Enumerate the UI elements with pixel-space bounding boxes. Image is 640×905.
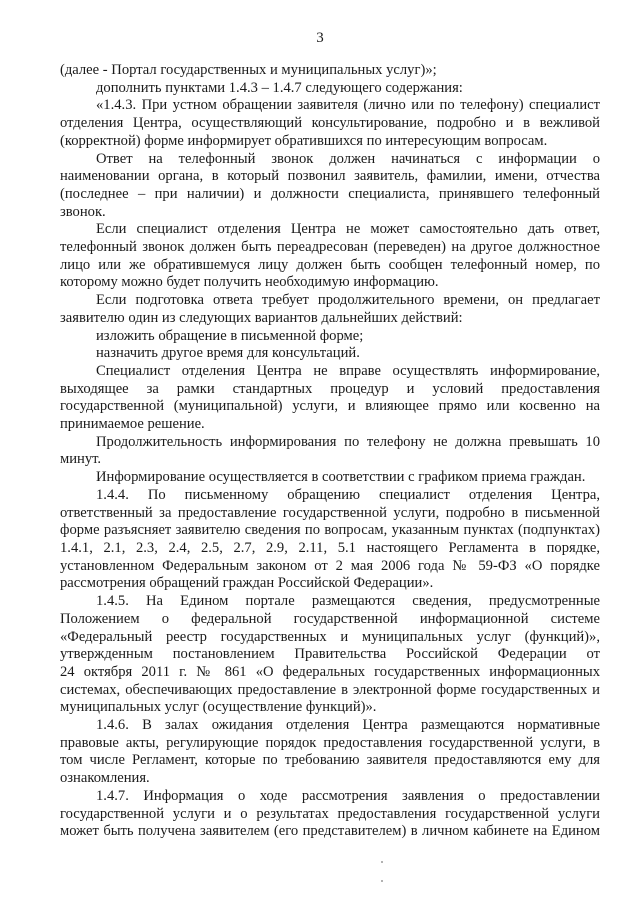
text-line: Специалист отделения Центра не вправе осуществлять информирование,	[96, 362, 600, 379]
text-line: системах, обеспечивающих предоставление в электронной форме государственных и	[60, 681, 600, 698]
text-line: рассмотрения обращений граждан Российской Федерации».	[60, 575, 434, 592]
text-line: ответственный за предоставление государственной услуги, подробно в письменной	[60, 504, 600, 521]
text-line: телефонный звонок должен быть переадресован (переведен) на другое должностное	[60, 239, 600, 256]
text-line: (последнее – при наличии) и должности специалиста, принявшего телефонный	[60, 185, 600, 202]
scan-artifact	[381, 880, 383, 882]
text-line: муниципальных услуг (осуществление функций)».	[60, 699, 377, 716]
text-line: отделения Центра, осуществляющий консультирование, подробно и в вежливой	[60, 115, 600, 132]
text-line: Ответ на телефонный звонок должен начинаться с информации о	[96, 150, 600, 167]
text-line: 1.4.6. В залах ожидания отделения Центра размещаются нормативные	[96, 717, 600, 734]
text-line: 24 октября 2011 г. № 861 «О федеральных государственных информационных	[60, 663, 600, 680]
text-line: утвержденным постановлением Правительства Российской Федерации от	[60, 646, 600, 663]
text-line: том числе Регламент, которые по требованию заявителя предоставляются ему для	[60, 752, 600, 769]
text-line: звонок.	[60, 203, 106, 220]
scan-artifact	[381, 861, 383, 863]
text-line: установленном Федеральным законом от 2 мая 2006 года № 59-ФЗ «О порядке	[60, 557, 600, 574]
text-line: 1.4.5. На Едином портале размещаются сведения, предусмотренные	[96, 593, 600, 610]
text-line: ознакомления.	[60, 770, 150, 787]
text-line: «Федеральный реестр государственных и муниципальных услуг (функций)»,	[60, 628, 600, 645]
text-line: назначить другое время для консультаций.	[96, 345, 360, 362]
text-line: 1.4.7. Информация о ходе рассмотрения заявления о предоставлении	[96, 787, 600, 804]
text-line: Положением о федеральной государственной информационной системе	[60, 610, 600, 627]
text-line: Продолжительность информирования по телефону не должна превышать 10	[96, 433, 600, 450]
text-line: государственной (муниципальной) услуги, и влияющее прямо или косвенно на	[60, 398, 600, 415]
page-number: 3	[316, 30, 324, 46]
text-line: 1.4.4. По письменному обращению специалист отделения Центра,	[96, 486, 600, 503]
text-line: 1.4.1, 2.1, 2.3, 2.4, 2.5, 2.7, 2.9, 2.11, 5.1 настоящего Регламента в порядке,	[60, 539, 600, 556]
text-line: которому можно будет получить необходимую информацию.	[60, 274, 439, 291]
text-line: (корректной) форме информирует обратившихся по интересующим вопросам.	[60, 132, 548, 149]
text-line: Информирование осуществляется в соответствии с графиком приема граждан.	[96, 469, 586, 486]
document-body	[60, 62, 600, 841]
text-line: дополнить пунктами 1.4.3 – 1.4.7 следующего содержания:	[96, 79, 463, 96]
text-line: может быть получена заявителем (его представителем) в личном кабинете на Едином	[60, 823, 600, 840]
text-line: правовые акты, регулирующие порядок предоставления государственной услуги, в	[60, 734, 600, 751]
text-line: выходящее за рамки стандартных процедур и условий предоставления	[60, 380, 600, 397]
text-line: изложить обращение в письменной форме;	[96, 327, 364, 344]
text-line: принимаемое решение.	[60, 416, 205, 433]
text-line: минут.	[60, 451, 102, 468]
text-line: лицо или же обратившемуся лицу должен быть сообщен телефонный номер, по	[60, 256, 600, 273]
text-line: Если подготовка ответа требует продолжительного времени, он предлагает	[96, 292, 600, 309]
text-line: государственной услуги и о результатах предоставления государственной услуги	[60, 805, 600, 822]
text-line: заявителю один из следующих вариантов дальнейших действий:	[60, 309, 463, 326]
text-line: Если специалист отделения Центра не может самостоятельно дать ответ,	[96, 221, 600, 238]
text-line: (далее - Портал государственных и муниципальных услуг)»;	[60, 62, 437, 78]
text-line: форме разъясняет заявителю сведения по вопросам, указанным пунктах (подпунктах)	[60, 522, 600, 539]
text-line: наименовании органа, в который позвонил заявитель, фамилии, имени, отчества	[60, 168, 600, 185]
text-line: «1.4.3. При устном обращении заявителя (лично или по телефону) специалист	[96, 97, 600, 114]
